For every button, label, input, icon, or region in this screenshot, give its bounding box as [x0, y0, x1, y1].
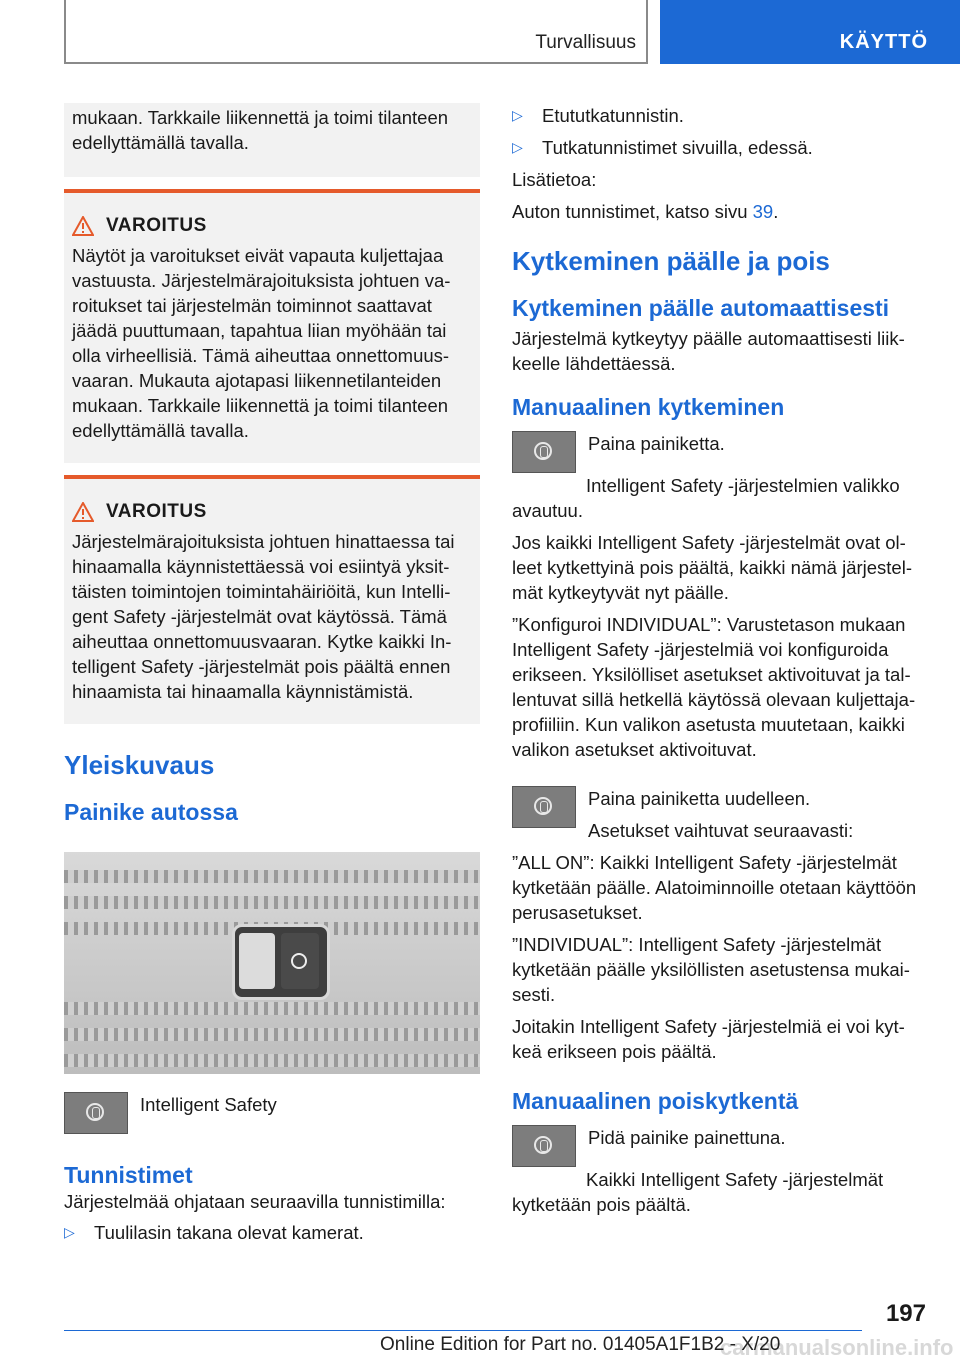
warning-body [64, 529, 480, 724]
paragraph: Joitakin Intelligent Safety -järjestelmiä ei voi kyt-keä erikseen pois päältä. [512, 1016, 905, 1062]
step-text: Intelligent Safety -järjestelmien valikko avautuu. [512, 475, 900, 521]
right-column [512, 103, 928, 1217]
warning-continuation-text: mukaan. Tarkkaile liikennettä ja toimi tilanteen edellyttämällä tavalla. [72, 107, 449, 153]
page-link[interactable]: 39 [752, 201, 774, 222]
header-rule-left [64, 0, 66, 64]
heading-overview: Yleiskuvaus [64, 750, 215, 780]
warning-triangle-icon [72, 502, 94, 522]
heading-on-off: Kytkeminen päälle ja pois [512, 246, 830, 276]
edition-footer: Online Edition for Part no. 01405A1F1B2 - X/20 [380, 1334, 781, 1355]
button-caption-row [64, 1092, 480, 1134]
step-text: Asetukset vaihtuvat seuraavasti: [588, 820, 854, 841]
warning-title: VAROITUS [106, 501, 207, 522]
warning-text: Näytöt ja varoitukset eivät vapauta kuljettajaa vastuusta. Järjestelmärajoituksista johtuen va-roitukset tai järjestelmän toiminnot saattavat jäädä puuttumaan, tapahtua liian myöhään tai olla virheellisiä. Tämä aiheuttaa onnettomuus-vaaran. Mukauta ajotapasi liikennetilanteiden mukaan. Tarkkaile liikennettä ja toimi tilanteen edellyttämällä tavalla. [72, 245, 451, 441]
warning-body [64, 243, 480, 463]
section-title: Turvallisuus [535, 32, 636, 53]
button-caption: Intelligent Safety [140, 1094, 277, 1115]
heading-button-in-car: Painike autossa [64, 799, 238, 825]
warning-triangle-icon [72, 216, 94, 236]
step-row [512, 1125, 928, 1167]
step-text: Pidä painike painettuna. [588, 1127, 786, 1148]
paragraph: ”ALL ON”: Kaikki Intelligent Safety -järjestelmät kytketään päälle. Alatoiminnoille otetaan käyttöön perusasetukset. [512, 852, 917, 923]
warning-header [64, 193, 480, 243]
list-item: ▷ Tutkatunnistimet sivuilla, edessä. [512, 137, 813, 158]
intelligent-safety-button-icon [512, 431, 576, 473]
more-info-text: Auton tunnistimet, katso sivu 39. [512, 201, 779, 222]
step-text: Paina painiketta uudelleen. [588, 788, 811, 809]
step-row [512, 786, 928, 843]
footer-rule [64, 1330, 862, 1331]
step-row [512, 431, 928, 473]
intelligent-safety-button-icon [512, 786, 576, 828]
heading-manual-on: Manuaalinen kytkeminen [512, 394, 785, 420]
button-photo [64, 852, 480, 1074]
sensors-intro: Järjestelmää ohjataan seuraavilla tunnistimilla: [64, 1191, 446, 1212]
triangle-bullet-icon: ▷ [512, 107, 523, 123]
warning-title: VAROITUS [106, 215, 207, 236]
heading-auto: Kytkeminen päälle automaattisesti [512, 295, 890, 321]
header-rule-bottom [64, 62, 648, 64]
header-rule-right [646, 0, 648, 64]
watermark: carmanualsonline.info [720, 1335, 954, 1360]
triangle-bullet-icon: ▷ [512, 139, 523, 155]
chapter-tab-label: KÄYTTÖ [839, 31, 928, 53]
list-item: ▷ Tuulilasin takana olevat kamerat. [64, 1222, 364, 1243]
chapter-tab[interactable] [660, 0, 960, 64]
heading-sensors: Tunnistimet [64, 1162, 193, 1188]
page-number: 197 [885, 1300, 926, 1327]
warning-continuation [64, 103, 480, 177]
left-column [64, 103, 480, 1245]
step-text: Kaikki Intelligent Safety -järjestelmät kytketään pois päältä. [512, 1169, 884, 1215]
intelligent-safety-button-icon [512, 1125, 576, 1167]
paragraph: ”Konfiguroi INDIVIDUAL”: Varustetason mukaan Intelligent Safety -järjestelmiä voi konfiguroida erikseen. Yksilölliset asetukset aktivoituvat ja tal-lentuvat sillä hetkellä käytössä olevaan kuljettaja-profiiliin. Kun valikon asetusta muutetaan, kaikki valikon asetukset aktivoituvat. [512, 614, 916, 760]
paragraph: Jos kaikki Intelligent Safety -järjestelmät ovat ol-leet kytkettyinä pois päältä, kaikki nämä järjestel-mät kytkeytyvät nyt päälle. [512, 532, 912, 603]
intelligent-safety-button-icon [64, 1092, 128, 1134]
triangle-bullet-icon: ▷ [64, 1224, 75, 1240]
auto-text: Järjestelmä kytkeytyy päälle automaattisesti liik-keelle lähdettäessä. [512, 328, 905, 374]
paragraph: ”INDIVIDUAL”: Intelligent Safety -järjestelmät kytketään päälle yksilöllisten asetustensa mukai-sesti. [512, 934, 910, 1005]
more-info-label: Lisätietoa: [512, 169, 597, 190]
console-button [232, 924, 330, 1000]
intelligent-safety-icon [291, 953, 307, 969]
heading-manual-off: Manuaalinen poiskytkentä [512, 1088, 799, 1114]
warning-header [64, 479, 480, 529]
step-text: Paina painiketta. [588, 433, 725, 454]
list-item: ▷ Etututkatunnistin. [512, 105, 684, 126]
warning-text: Järjestelmärajoituksista johtuen hinattaessa tai hinaamalla käynnistettäessä voi esiintyä yksit-täisten toimintojen toimintahäiriöitä, kun Intelli-gent Safety -järjestelmät ovat käytössä. Tämä aiheuttaa onnettomuusvaaran. Kytke kaikki In-telligent Safety -järjestelmät pois päältä ennen hinaamista tai hinaamalla käynnistämistä. [72, 531, 455, 702]
